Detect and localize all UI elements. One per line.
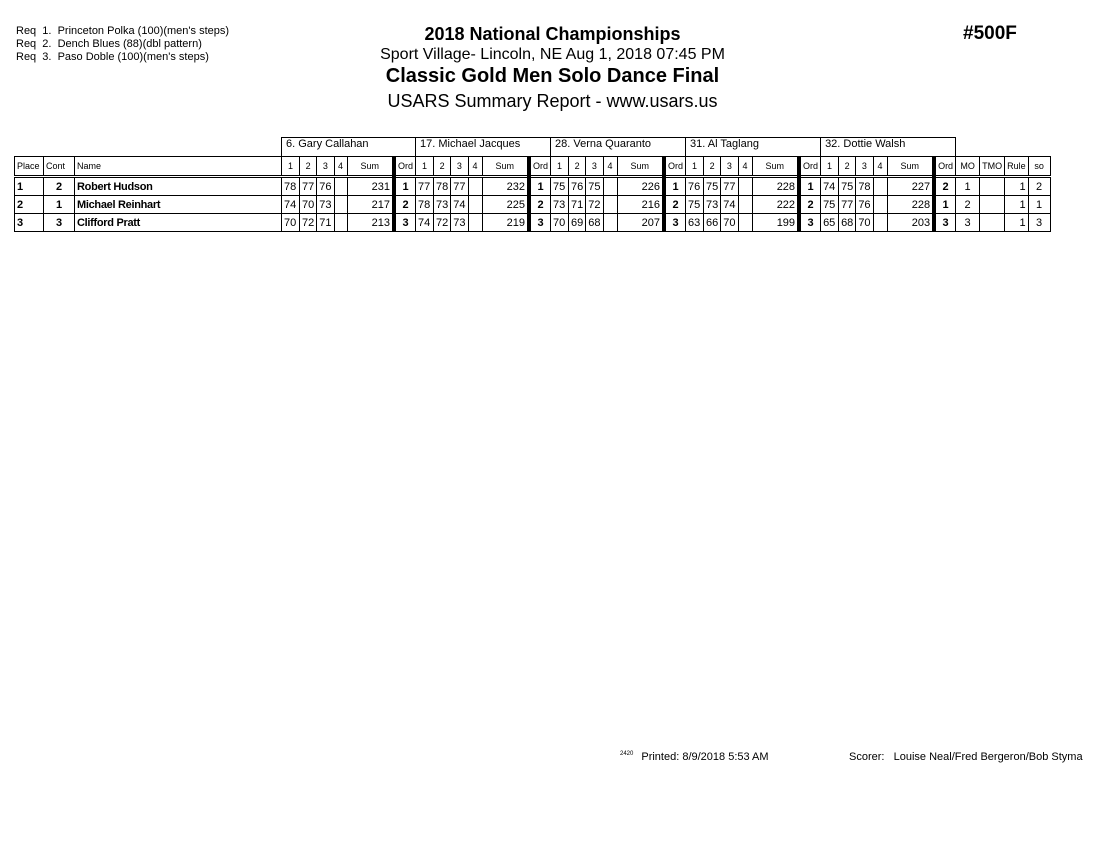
score-cell: 65 [821,214,839,232]
score-cell [738,177,752,196]
column-header-ord: Ord [934,157,956,177]
ordinal-cell: 3 [664,214,686,232]
table-row [15,196,1051,214]
score-cell: 70 [300,196,317,214]
score-cell [468,214,482,232]
skater-name-cell: Clifford Pratt [75,214,282,232]
column-header-cont: Cont [44,157,75,177]
place-cell: 2 [15,196,44,214]
score-cell: 75 [821,196,839,214]
score-cell: 68 [586,214,603,232]
sum-cell: 222 [752,196,799,214]
requirement-3: Req 3. Paso Doble (100)(men's steps) [16,51,209,63]
score-cell: 74 [821,177,839,196]
score-cell: 74 [282,196,300,214]
score-cell: 71 [569,196,586,214]
judge-name: 32. Dottie Walsh [821,138,956,157]
ordinal-cell: 1 [799,177,821,196]
score-cell: 76 [686,177,704,196]
rule-cell: 1 [1005,214,1029,232]
score-cell: 73 [434,196,451,214]
skater-name-cell: Michael Reinhart [75,196,282,214]
sum-cell: 203 [887,214,934,232]
majority-ordinal-cell: 1 [956,177,980,196]
column-header-sum: Sum [347,157,394,177]
sum-cell: 227 [887,177,934,196]
column-header-dance4: 4 [873,157,887,177]
score-cell: 77 [451,177,468,196]
sum-cell: 226 [617,177,664,196]
score-cell: 72 [300,214,317,232]
score-cell: 77 [839,196,856,214]
ordinal-cell: 3 [529,214,551,232]
score-cell: 76 [317,177,334,196]
results-table [14,137,1051,232]
column-header-mo: MO [956,157,980,177]
rule-cell: 1 [1005,196,1029,214]
score-cell: 75 [551,177,569,196]
rule-cell: 1 [1005,177,1029,196]
column-header-dance3: 3 [586,157,603,177]
ordinal-cell: 2 [934,177,956,196]
score-cell: 78 [282,177,300,196]
column-header-tmo: TMO [980,157,1005,177]
requirement-1: Req 1. Princeton Polka (100)(men's steps) [16,25,230,37]
scorer-names: Scorer: Louise Neal/Fred Bergeron/Bob Styma [849,751,1083,763]
report-code: 2420 [620,751,634,757]
column-header-row [15,157,1051,177]
score-cell: 74 [451,196,468,214]
contestant-number-cell: 3 [44,214,75,232]
score-cell [334,196,347,214]
contestant-number-cell: 2 [44,177,75,196]
sum-cell: 225 [482,196,529,214]
score-cell: 70 [282,214,300,232]
ordinal-cell: 3 [934,214,956,232]
skater-name-cell: Robert Hudson [75,177,282,196]
sum-cell: 199 [752,214,799,232]
majority-ordinal-cell: 2 [956,196,980,214]
sum-cell: 228 [752,177,799,196]
column-header-sum: Sum [482,157,529,177]
column-header-sum: Sum [617,157,664,177]
place-cell: 1 [15,177,44,196]
score-cell: 73 [451,214,468,232]
sum-cell: 217 [347,196,394,214]
column-header-dance3: 3 [451,157,468,177]
column-header-ord: Ord [799,157,821,177]
score-cell: 73 [551,196,569,214]
column-header-dance3: 3 [856,157,873,177]
header-spacer [15,138,282,157]
column-header-sum: Sum [752,157,799,177]
majority-ordinal-cell: 3 [956,214,980,232]
score-cell: 76 [856,196,873,214]
ordinal-cell: 2 [799,196,821,214]
so-cell: 1 [1028,196,1050,214]
score-cell: 75 [839,177,856,196]
score-cell: 75 [586,177,603,196]
score-cell: 72 [434,214,451,232]
ordinal-cell: 1 [529,177,551,196]
score-cell: 73 [704,196,721,214]
column-header-ord: Ord [394,157,416,177]
score-cell [873,177,887,196]
column-header-dance1: 1 [551,157,569,177]
score-cell: 78 [434,177,451,196]
column-header-dance1: 1 [416,157,434,177]
column-header-name: Name [75,157,282,177]
so-cell: 2 [1028,177,1050,196]
column-header-dance2: 2 [839,157,856,177]
printed-timestamp [620,751,769,763]
column-header-place: Place [15,157,44,177]
score-cell: 76 [569,177,586,196]
column-header-dance4: 4 [603,157,617,177]
so-cell: 3 [1028,214,1050,232]
score-cell: 74 [416,214,434,232]
ordinal-cell: 2 [664,196,686,214]
score-cell: 73 [317,196,334,214]
report-subtitle: USARS Summary Report - www.usars.us [387,91,718,111]
column-header-dance4: 4 [468,157,482,177]
score-cell [738,214,752,232]
score-cell [334,177,347,196]
table-row [15,214,1051,232]
score-cell: 71 [317,214,334,232]
score-cell: 72 [586,196,603,214]
sum-cell: 216 [617,196,664,214]
column-header-dance1: 1 [282,157,300,177]
score-cell [468,196,482,214]
score-cell: 66 [704,214,721,232]
score-cell [738,196,752,214]
contestant-number-cell: 1 [44,196,75,214]
column-header-so: so [1028,157,1050,177]
score-cell: 74 [721,196,738,214]
table-row [15,177,1051,196]
score-cell: 77 [721,177,738,196]
requirement-2: Req 2. Dench Blues (88)(dbl pattern) [16,38,202,50]
column-header-dance2: 2 [704,157,721,177]
score-cell: 68 [839,214,856,232]
score-cell [873,214,887,232]
column-header-dance1: 1 [686,157,704,177]
score-cell: 63 [686,214,704,232]
score-cell: 77 [300,177,317,196]
score-cell: 70 [551,214,569,232]
ordinal-cell: 2 [394,196,416,214]
score-cell: 75 [686,196,704,214]
judge-header-row [15,138,1051,157]
column-header-dance3: 3 [317,157,334,177]
event-name: Classic Gold Men Solo Dance Final [385,65,720,87]
column-header-dance3: 3 [721,157,738,177]
event-number: #500F [963,23,1017,44]
ordinal-cell: 2 [529,196,551,214]
score-cell: 70 [721,214,738,232]
printed-label: Printed: 8/9/2018 5:53 AM [641,751,769,763]
ordinal-cell: 1 [394,177,416,196]
column-header-dance4: 4 [738,157,752,177]
sum-cell: 219 [482,214,529,232]
judge-name: 28. Verna Quaranto [551,138,686,157]
column-header-dance4: 4 [334,157,347,177]
column-header-dance2: 2 [434,157,451,177]
tmo-cell [980,196,1005,214]
championship-title: 2018 National Championships [424,24,681,44]
judge-name: 31. Al Taglang [686,138,821,157]
ordinal-cell: 3 [394,214,416,232]
ordinal-cell: 1 [934,196,956,214]
sum-cell: 207 [617,214,664,232]
score-cell: 77 [416,177,434,196]
score-cell [603,196,617,214]
score-cell [873,196,887,214]
tmo-cell [980,214,1005,232]
column-header-sum: Sum [887,157,934,177]
column-header-ord: Ord [664,157,686,177]
judge-name: 17. Michael Jacques [416,138,551,157]
score-cell [334,214,347,232]
score-cell: 78 [856,177,873,196]
score-cell: 78 [416,196,434,214]
place-cell: 3 [15,214,44,232]
score-cell: 70 [856,214,873,232]
column-header-rule: Rule [1005,157,1029,177]
venue-datetime: Sport Village- Lincoln, NE Aug 1, 2018 07:45 PM [380,46,725,63]
sum-cell: 213 [347,214,394,232]
column-header-ord: Ord [529,157,551,177]
sum-cell: 231 [347,177,394,196]
score-cell: 69 [569,214,586,232]
score-cell: 75 [704,177,721,196]
ordinal-cell: 1 [664,177,686,196]
requirements-list [16,25,229,64]
sum-cell: 228 [887,196,934,214]
ordinal-cell: 3 [799,214,821,232]
score-cell [603,177,617,196]
column-header-dance2: 2 [300,157,317,177]
tmo-cell [980,177,1005,196]
score-cell [468,177,482,196]
header-spacer-end [956,138,1051,157]
judge-name: 6. Gary Callahan [282,138,416,157]
column-header-dance2: 2 [569,157,586,177]
sum-cell: 232 [482,177,529,196]
report-header [330,24,775,113]
score-cell [603,214,617,232]
column-header-dance1: 1 [821,157,839,177]
